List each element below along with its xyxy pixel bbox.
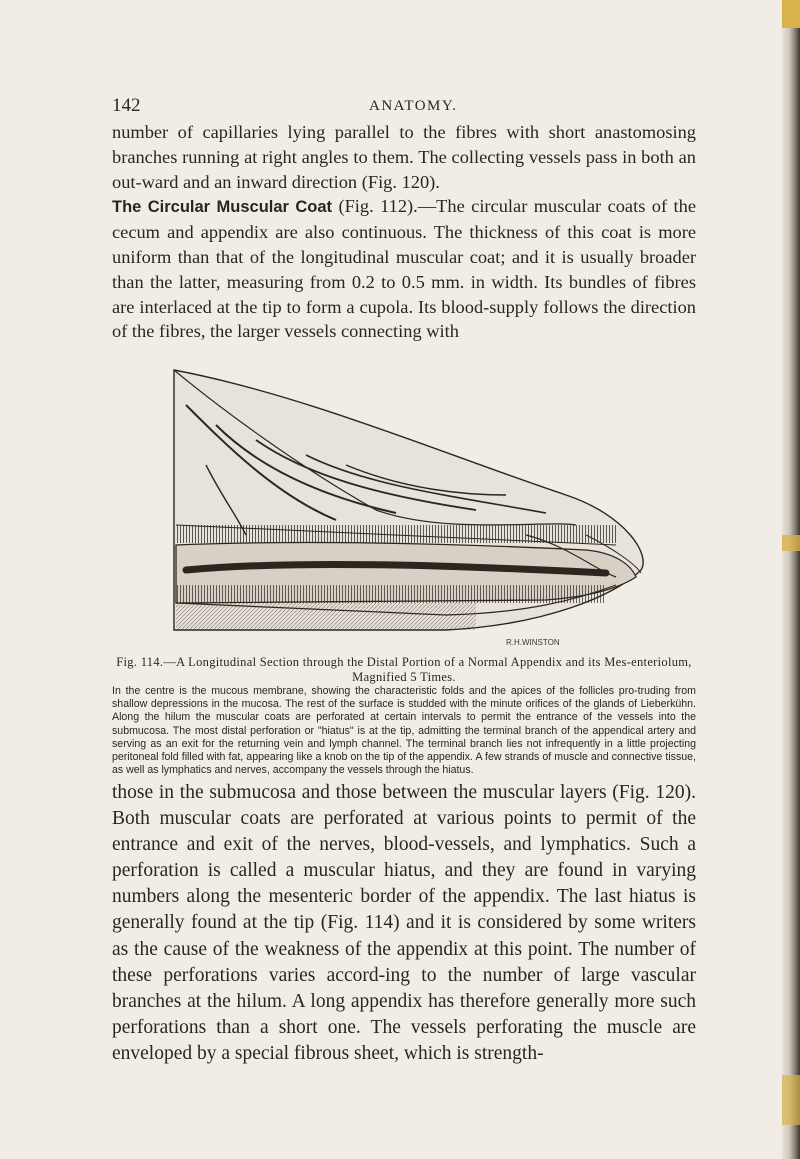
figure-appendix-section (146, 345, 666, 650)
caption-paragraph: In the centre is the mucous membrane, showing the characteristic folds and the apices of the follicles pro-truding from shallow depressions in the mucosa. The rest of the surface is studded with the minute orifices of the glands of Lieberkühn. Along the hilum the muscular coats are perforated at certain intervals to permit the entrance of the vessels into the submucosa. The most distal perforation or "hiatus" is at the tip, admitting the terminal branch of the appendical artery and serving as an exit for the returning vein and lymph channel. The terminal branch lies not infrequently in a little projecting peritoneal fold filled with fat, appearing like a knob on the tip of the appendix. A few strands of muscle and connective tissue, as well as lymphatics and nerves, accompany the vessels through the hiatus. (112, 685, 696, 777)
paragraph: those in the submucosa and those between the muscular layers (Fig. 120). Both muscular coats are perforated at various points to permit of the entrance and exit of the nerves, blood-vessels, and lymphatics. Such a perforation is called a muscular hiatus, and they are found in varying numbers along the mesenteric border of the appendix. The last hiatus is generally found at the tip (Fig. 114) and it is considered by some writers as the cause of the weakness of the appendix at this point. The number of these perforations varies accord-ing to the number of large vascular branches at the hilum. A long appendix has therefore generally more such perforations than a short one. The vessels perforating the muscle are enveloped by a special fibrous sheet, which is strength- (112, 782, 696, 1064)
paragraph: number of capillaries lying parallel to the fibres with short anastomosing branches running at right angles to them. The collecting vessels pass in both an out-ward and an inward direction (Fig. 120). (112, 122, 696, 192)
figure-caption-title: Fig. 114.—A Longitudinal Section through the Distal Portion of a Normal Appendix and its Mes-enteriolum, Magnified 5 Times. (116, 655, 692, 684)
paragraph (112, 194, 696, 344)
body-text-top (112, 120, 696, 344)
page-edge-tab (782, 1075, 800, 1125)
page-edge-tab (782, 535, 800, 551)
page-edge (782, 0, 800, 1159)
appendix-illustration (146, 345, 666, 650)
figure-caption-body (112, 685, 696, 777)
section-heading: The Circular Muscular Coat (112, 198, 333, 217)
page-number: 142 (112, 95, 141, 116)
paragraph-text: (Fig. 112).—The circular muscular coats of the cecum and appendix are also continuous. The thickness of this coat is more uniform than that of the longitudinal muscular coat; and it is usually broader than the latter, measuring from 0.2 to 0.5 mm. in width. Its bundles of fibres are interlaced at the tip to form a cupola. Its blood-supply follows the direction of the fibres, the larger vessels connecting with (112, 196, 696, 342)
body-text-bottom (112, 780, 696, 1067)
illustrator-signature: R.H.WINSTON (506, 638, 560, 647)
running-head: ANATOMY. (369, 98, 458, 114)
page-edge-tab (782, 0, 800, 28)
